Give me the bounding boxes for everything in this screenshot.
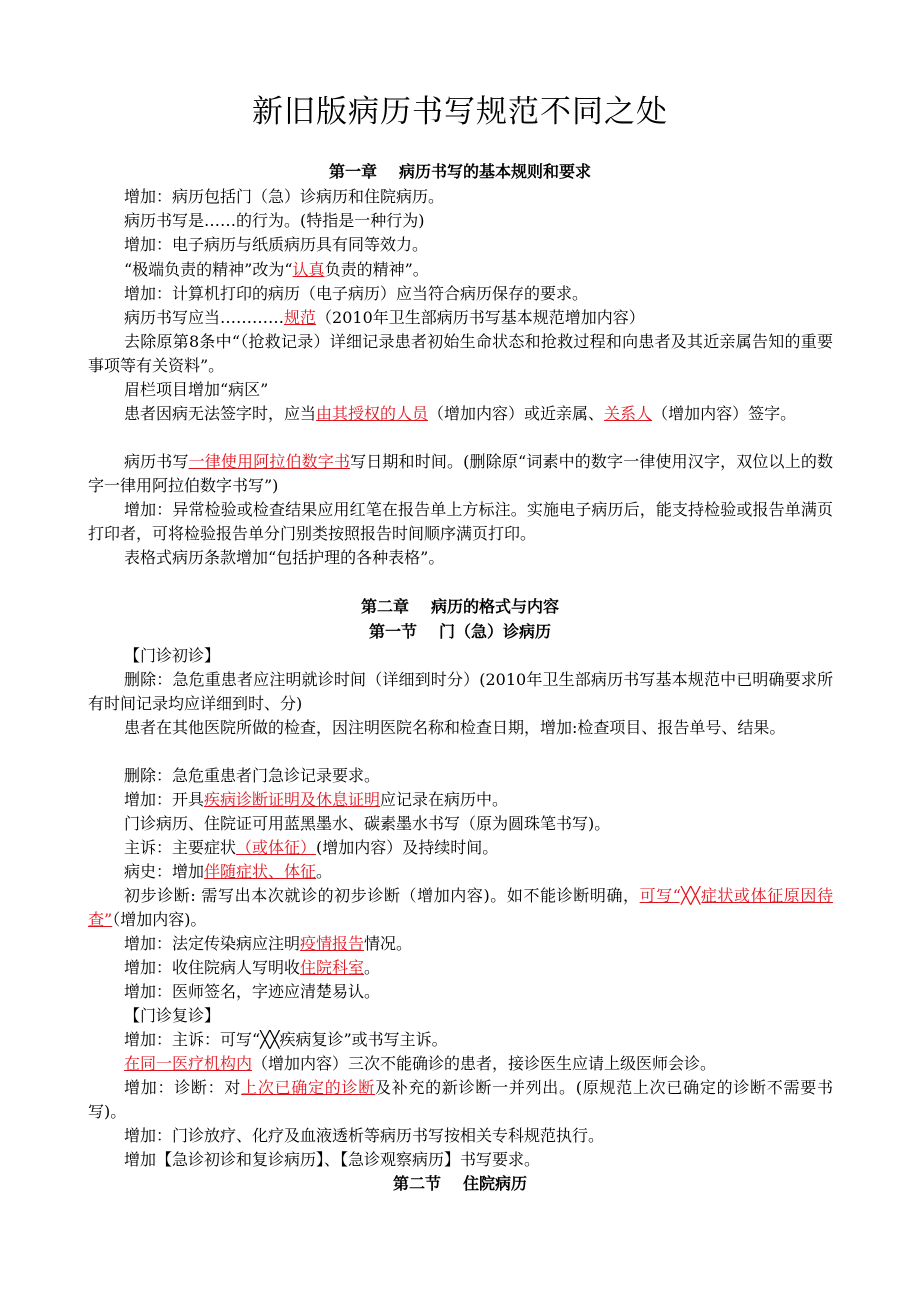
- ch1-paragraph-8: 眉栏项目增加“病区”: [124, 380, 269, 399]
- text-run: 。: [364, 958, 381, 977]
- chapter-1-heading: [0, 160, 920, 184]
- ch2-paragraph-9: [88, 932, 833, 956]
- highlight-text: （或体征）: [236, 838, 317, 857]
- section-1-number: 第一节: [368, 622, 417, 641]
- highlight-text: 住院科室: [300, 958, 365, 977]
- text-run: 病历书写: [124, 452, 189, 471]
- text-run: 。: [316, 862, 333, 881]
- highlight-text: 可写“╳╳症状或体征原因待查”: [88, 886, 833, 930]
- document-title: 新旧版病历书写规范不同之处: [252, 94, 668, 130]
- text-run: “极端负责的精神”改为“: [124, 260, 293, 279]
- ch2-paragraph-5: 门诊病历、住院证可用蓝黑墨水、碳素墨水书写（原为圆珠笔书写)。: [124, 814, 611, 833]
- chapter-1-title: 病历书写的基本规则和要求: [399, 162, 592, 181]
- highlight-text: 由其授权的人员: [316, 404, 429, 423]
- text-run: 主诉：主要症状: [124, 838, 237, 857]
- ch2-paragraph-7: [88, 860, 833, 884]
- ch1-paragraph-3: 增加：电子病历与纸质病历具有同等效力。: [124, 235, 429, 254]
- ch2-paragraph-3: 删除：急危重患者门急诊记录要求。: [124, 766, 381, 785]
- text-run: （增加内容)。: [112, 910, 207, 930]
- text-run: （增加内容）签字。: [652, 404, 797, 423]
- outpatient-first-label: 【门诊初诊】: [124, 646, 221, 665]
- ch1-paragraph-11: 增加：异常检验或检查结果应用红笔在报告单上方标注。实施电子病历后，能支持检验或报告单满页打印者，可将检验报告单分门别类按照报告时间顺序满页打印。: [88, 500, 833, 544]
- ch2-paragraph-11: 增加：医师签名，字迹应清楚易认。: [124, 982, 381, 1001]
- section-2-heading: [0, 1172, 920, 1196]
- highlight-text: 关系人: [604, 404, 653, 423]
- section-2-title: 住院病历: [463, 1174, 528, 1193]
- ch1-paragraph-6: [88, 306, 833, 330]
- ch2-paragraph-8: [88, 884, 833, 932]
- ch1-paragraph-1: 增加：病历包括门（急）诊病历和住院病历。: [124, 187, 445, 206]
- text-run: （增加内容）三次不能确诊的患者，接诊医生应请上级医师会诊。: [252, 1054, 717, 1073]
- highlight-text: 认真: [292, 260, 325, 279]
- ch1-paragraph-5: 增加：计算机打印的病历（电子病历）应当符合病历保存的要求。: [124, 284, 589, 303]
- ch2-return-paragraph-1: 增加：主诉：可写“╳╳疾病复诊”或书写主诉。: [124, 1030, 448, 1049]
- ch1-paragraph-9: [88, 402, 833, 426]
- highlight-text: 在同一医疗机构内: [124, 1054, 253, 1073]
- highlight-text: 疾病诊断证明及休息证明: [204, 790, 381, 809]
- highlight-text: 伴随症状、体征: [204, 862, 317, 881]
- text-run: 初步诊断: 需写出本次就诊的初步诊断（增加内容)。如不能诊断明确，: [124, 886, 640, 905]
- ch2-paragraph-2: 患者在其他医院所做的检查，因注明医院名称和检查日期，增加:检查项目、报告单号、结果。: [124, 718, 786, 737]
- ch2-paragraph-10: [88, 956, 833, 980]
- ch2-paragraph-1: 删除：急危重患者应注明就诊时间（详细到时分）(2010年卫生部病历书写基本规范中已明确要求所有时间记录均应详细到时、分): [88, 670, 833, 714]
- text-run: 患者因病无法签字时，应当: [124, 404, 317, 423]
- ch1-paragraph-4: [88, 258, 833, 282]
- ch2-return-paragraph-4: 增加：门诊放疗、化疗及血液透析等病历书写按相关专科规范执行。: [124, 1126, 605, 1145]
- text-run: 应记录在病历中。: [380, 790, 509, 809]
- text-run: 增加：收住院病人写明收: [124, 958, 301, 977]
- ch2-paragraph-6: [88, 836, 833, 860]
- ch1-paragraph-2: 病历书写是……的行为。(特指是一种行为): [124, 211, 425, 230]
- chapter-2-title: 病历的格式与内容: [431, 597, 560, 616]
- section-1-heading: [0, 620, 920, 644]
- section-2-number: 第二节: [392, 1174, 441, 1193]
- ch2-return-paragraph-2: [88, 1052, 833, 1076]
- ch1-paragraph-12: 表格式病历条款增加“包括护理的各种表格”。: [124, 548, 445, 567]
- outpatient-return-label: 【门诊复诊】: [124, 1006, 221, 1025]
- highlight-text: 上次已确定的诊断: [241, 1078, 375, 1097]
- chapter-1-number: 第一章: [328, 162, 377, 181]
- chapter-2-heading: [0, 595, 920, 619]
- text-run: 写日期和时间。(删除原“词素中的数字一律使用汉字，双位以上的数字一律用阿拉伯数字书写”): [88, 452, 833, 496]
- ch2-return-paragraph-5: 增加【急诊初诊和复诊病历】、【急诊观察病历】书写要求。: [124, 1150, 541, 1169]
- text-run: (增加内容）及持续时间。: [316, 838, 499, 857]
- chapter-2-number: 第二章: [360, 597, 409, 616]
- text-run: 情况。: [364, 934, 413, 953]
- text-run: 及补充的新诊断一并列出。(原规范上次已确定的诊断不需要书写)。: [88, 1078, 833, 1122]
- text-run: 病历书写应当…………: [124, 308, 285, 327]
- ch1-paragraph-10: [88, 450, 833, 498]
- highlight-text: 疫情报告: [300, 934, 365, 953]
- highlight-text: 一律使用阿拉伯数字书: [188, 452, 351, 471]
- text-run: 病史：增加: [124, 862, 205, 881]
- highlight-text: 规范: [284, 308, 317, 327]
- text-run: （2010年卫生部病历书写基本规范增加内容）: [316, 308, 645, 327]
- ch1-paragraph-7: 去除原第8条中“（抢救记录）详细记录患者初始生命状态和抢救过程和向患者及其近亲属告知的重要事项等有关资料”。: [88, 332, 833, 376]
- text-run: 负责的精神”。: [324, 260, 429, 279]
- ch2-paragraph-4: [88, 788, 833, 812]
- text-run: 增加：诊断：对: [124, 1078, 242, 1097]
- text-run: 增加：法定传染病应注明: [124, 934, 301, 953]
- ch2-return-paragraph-3: [88, 1076, 833, 1124]
- text-run: （增加内容）或近亲属、: [428, 404, 605, 423]
- text-run: 增加：开具: [124, 790, 205, 809]
- section-1-title: 门（急）诊病历: [439, 622, 552, 641]
